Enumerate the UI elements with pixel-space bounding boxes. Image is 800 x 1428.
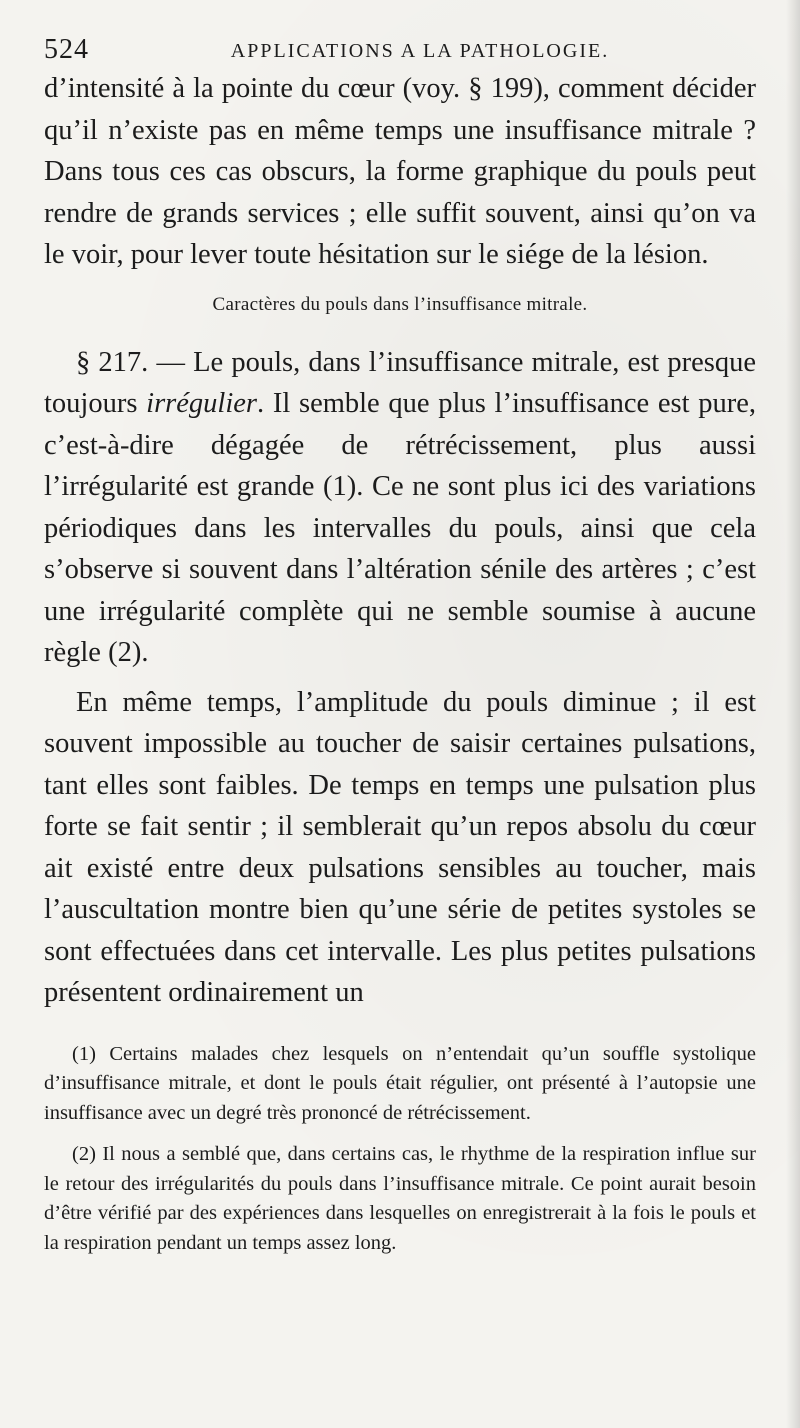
footnotes bbox=[44, 1040, 756, 1259]
footnote-1-text: Certains malades chez lesquels on n’entendait qu’un souffle systolique d’insuffisance mitrale, et dont le pouls était régulier, ont présenté à l’autopsie une insuffisance avec un degré très prononcé de rétrécissement. bbox=[44, 1042, 756, 1124]
section-subheading: Caractères du pouls dans l’insuffisance mitrale. bbox=[212, 293, 588, 315]
paragraph-section-217-rest: . Il semble que plus l’insuffisance est pure, c’est-à-dire dégagée de rétrécissement, plus aussi l’irrégularité est grande (1). Ce ne sont plus ici des variations périodiques dans les intervalles du pouls, ainsi que cela s’observe si souvent dans l’altération sénile des artères ; c’est une irrégularité complète qui ne semble soumise à aucune règle (2). bbox=[44, 388, 757, 668]
running-title: APPLICATIONS A LA PATHOLOGIE. bbox=[230, 40, 610, 62]
running-head bbox=[44, 28, 756, 68]
footnote-1-marker: (1) bbox=[72, 1042, 96, 1065]
paragraph-section-217-start: § 217. — Le pouls, dans l’insuffisance mitrale, est presque toujours bbox=[44, 346, 756, 419]
paragraph-amplitude: En même temps, l’amplitude du pouls diminue ; il est souvent impossible au toucher de saisir certaines pulsations, tant elles sont faibles. De temps en temps une pulsation plus forte se fait sentir ; il semblerait qu’un repos absolu du cœur ait existé entre deux pulsations sensibles au toucher, mais l’auscultation montre bien qu’une série de petites systoles se sont effectuées dans cet intervalle. Les plus petites pulsations présentent ordinairement un bbox=[44, 686, 756, 1008]
page-number: 524 bbox=[44, 34, 89, 65]
footnote-2 bbox=[44, 1140, 756, 1258]
footnote-1 bbox=[44, 1040, 756, 1129]
emphasis-irregulier: irrégulier bbox=[146, 388, 257, 419]
paragraph-section-217 bbox=[44, 342, 756, 674]
page-edge-shadow bbox=[786, 0, 800, 1428]
footnote-2-marker: (2) bbox=[72, 1143, 96, 1165]
footnote-2-text: Il nous a semblé que, dans certains cas, le rhythme de la respiration influe sur le retour des irrégularités du pouls dans l’insuffisance mitrale. Ce point aurait besoin d’être vérifié par des expériences dans lesquelles on enregistrerait à la fois le pouls et la respiration pendant un temps assez long. bbox=[44, 1143, 756, 1254]
body-text bbox=[44, 68, 756, 1014]
paragraph-intro: d’intensité à la pointe du cœur (voy. § 199), comment décider qu’il n’existe pas en même temps une insuffisance mitrale ? Dans tous ces cas obscurs, la forme graphique du pouls peut rendre de grands services ; elle suffit souvent, ainsi qu’on va le voir, pour lever toute hésitation sur le siége de la lésion. bbox=[44, 73, 756, 270]
